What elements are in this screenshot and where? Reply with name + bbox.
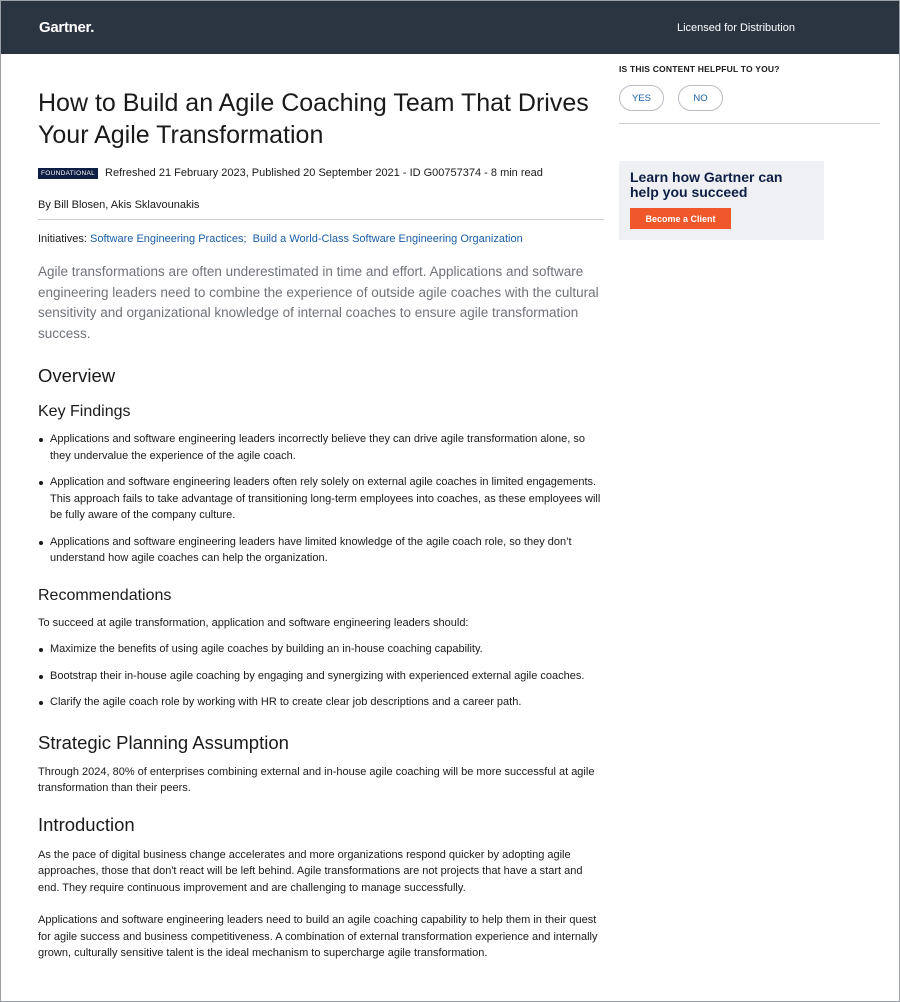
feedback-buttons xyxy=(619,85,880,111)
key-findings-list xyxy=(38,431,604,567)
become-client-button[interactable]: Become a Client xyxy=(630,208,731,229)
yes-button[interactable]: YES xyxy=(619,85,664,111)
initiative-link-organization[interactable]: Build a World-Class Software Engineering Organization xyxy=(252,233,523,245)
article-meta xyxy=(38,166,604,180)
sidebar xyxy=(619,64,880,240)
strategic-planning-text: Through 2024, 80% of enterprises combining external and in-house agile coaching will be more successful at agile transformation than their peers. xyxy=(38,765,595,794)
page-title: How to Build an Agile Coaching Team That Drives Your Agile Transformation xyxy=(38,89,589,149)
list-item: Applications and software engineering leaders have limited knowledge of the agile coach role, so they don’t understand how agile coaches can help the organization. xyxy=(38,534,604,567)
licensed-label: Licensed for Distribution xyxy=(676,22,795,34)
initiative-link-practices[interactable]: Software Engineering Practices; xyxy=(89,233,247,245)
authors: By Bill Blosen, Akis Sklavounakis xyxy=(38,199,200,211)
recommendations-list xyxy=(38,641,604,711)
recommendations-heading: Recommendations xyxy=(38,586,172,604)
list-item: Bootstrap their in-house agile coaching by engaging and synergizing with experienced external agile coaches. xyxy=(38,668,604,685)
sidebar-divider xyxy=(619,123,880,124)
promo-title: Learn how Gartner can help you succeed xyxy=(630,169,783,200)
introduction-paragraph: As the pace of digital business change accelerates and more organizations respond quicker by adopting agile approaches, those that don't react will be left behind. Agile transformations are not projects that have a start and end. They require continuous improvement and are challenging to manage successfully. xyxy=(38,848,583,894)
initiatives xyxy=(38,233,604,247)
list-item: Application and software engineering leaders often rely solely on external agile coaches in limited engagements. This approach fails to take advantage of transitioning long-term employees into coaches, as these employees will be fully aware of the company culture. xyxy=(38,474,604,524)
publish-info: Refreshed 21 February 2023, Published 20 September 2021 - ID G00757374 - 8 min read xyxy=(105,167,543,179)
initiatives-label: Initiatives: xyxy=(38,233,87,245)
introduction-heading: Introduction xyxy=(38,813,135,835)
article-summary: Agile transformations are often underestimated in time and effort. Applications and software engineering leaders need to combine the experience of outside agile coaches with the cultural sensitivity and organizational knowledge of internal coaches to ensure agile transformation success. xyxy=(38,264,599,341)
introduction-paragraph: Applications and software engineering leaders need to build an agile coaching capability to help them in their quest for agile success and business competitiveness. A combination of external transformation experience and internally grown, culturally sensitive talent is the ideal mechanism to supercharge agile transformation. xyxy=(38,914,598,959)
recommendations-intro: To succeed at agile transformation, application and software engineering leaders should: xyxy=(38,616,469,629)
no-button[interactable]: NO xyxy=(678,85,723,111)
divider xyxy=(38,219,604,220)
list-item: Applications and software engineering leaders incorrectly believe they can drive agile transformation alone, so they undervalue the experience of the agile coach. xyxy=(38,431,604,464)
article-main xyxy=(38,87,604,962)
strategic-planning-heading: Strategic Planning Assumption xyxy=(38,731,289,753)
promo-card xyxy=(619,161,824,240)
gartner-logo[interactable]: Gartner. xyxy=(39,19,95,36)
list-item: Maximize the benefits of using agile coaches by building an in-house coaching capability. xyxy=(38,641,604,658)
overview-heading: Overview xyxy=(38,365,116,386)
key-findings-heading: Key Findings xyxy=(38,403,131,420)
foundational-badge: FOUNDATIONAL xyxy=(38,168,98,179)
list-item: Clarify the agile coach role by working with HR to create clear job descriptions and a career path. xyxy=(38,694,604,711)
top-bar xyxy=(1,1,899,54)
helpful-question: IS THIS CONTENT HELPFUL TO YOU? xyxy=(619,64,780,74)
